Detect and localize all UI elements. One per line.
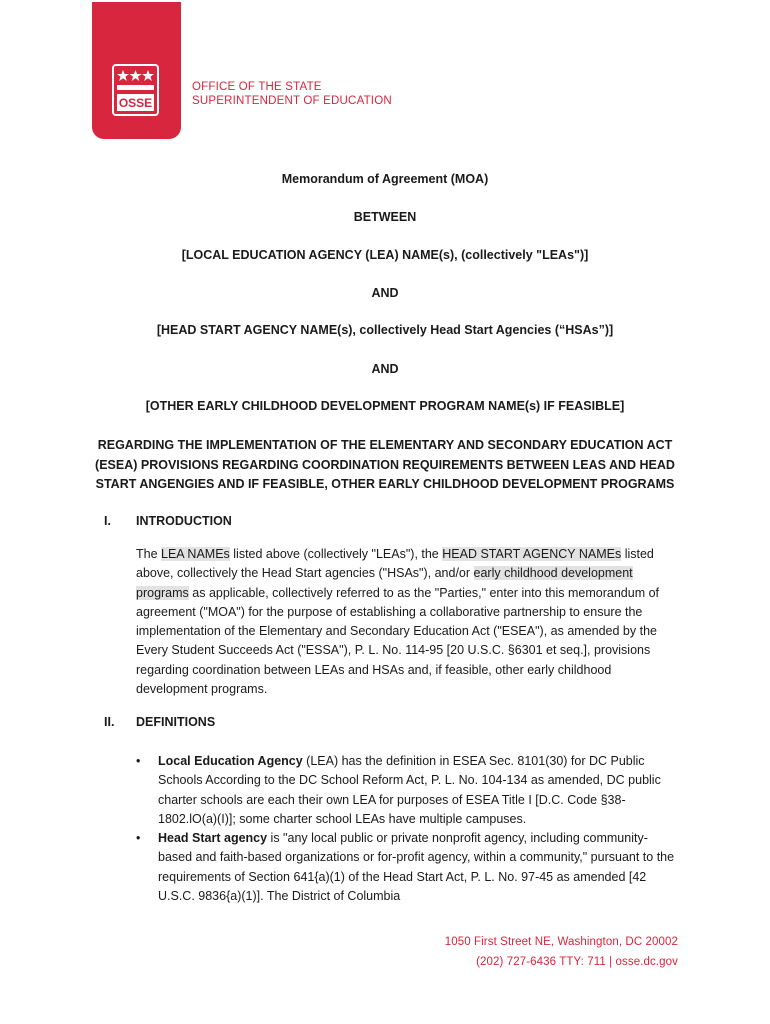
osse-logo [92, 2, 181, 139]
highlight-lea-names: LEA NAMEs [161, 547, 230, 561]
org-name-line1: OFFICE OF THE STATE [192, 81, 322, 93]
between-heading: BETWEEN [353, 210, 417, 224]
section-title-introduction: INTRODUCTION [136, 514, 232, 528]
regarding-heading: REGARDING THE IMPLEMENTATION OF THE ELEMENTARY AND SECONDARY EDUCATION ACT (ESEA) PROVISIONS REGARDING COORDINATION REQUIREMENTS BETWEEN LEAS AND HEAD START ANGENGIES AND IF FEASIBLE, OTHER EARLY CHILDHOOD DEVELOPMENT PROGRAMS [95, 438, 675, 491]
definition-term: Local Education Agency [158, 754, 303, 768]
list-item [136, 752, 676, 829]
lea-party-heading: [LOCAL EDUCATION AGENCY (LEA) NAME(s), (collectively "LEAs")] [181, 248, 589, 262]
definition-text: (LEA) has the definition in ESEA Sec. 8101(30) for DC Public Schools According to the DC School Reform Act, P. L. No. 104-134 as amended, DC public charter schools are each their own LEA for purposes of ESEA Title I [D.C. Code §38-1802.lO(a)(I)]; some charter school LEAs have multiple campuses. [158, 754, 661, 826]
section-number: II. [104, 715, 115, 729]
intro-text: as applicable, collectively referred to as the "Parties," enter into this memorandum of agreement ("MOA") for the purpose of establishing a collaborative partnership to ensure the implementation of the Elementary and Secondary Education Act ("ESEA"), as amended by the Every Student Succeeds Act ("ESSA"), P. L. No. 114-95 [20 U.S.C. §6301 et seq.], provisions regarding coordination between LEAs and HSAs and, if feasible, other early childhood development programs. [136, 585, 660, 697]
definition-text: is "any local public or private nonprofit agency, including community- based and faith-based organizations or for-profit agency, within a community," pursuant to the requirements of Section 641{a)(1) of the Head Start Act, P. L. No. 97-45 as amended [42 U.S.C. 9836{a)(1)]. The District of Columbia [158, 831, 675, 904]
intro-text: The [136, 547, 162, 561]
bullet-icon: • [136, 754, 141, 768]
org-name-line2: SUPERINTENDENT OF EDUCATION [192, 95, 392, 107]
intro-text: listed above (collectively "LEAs"), the [229, 547, 443, 561]
intro-text: listed above, collectively the Head Start agencies ("HSAs"), and/or [136, 547, 654, 581]
bullet-icon: • [136, 831, 141, 846]
section-number: I. [104, 514, 111, 528]
section-title-definitions: DEFINITIONS [136, 715, 216, 729]
org-name [192, 80, 392, 108]
introduction-paragraph [136, 545, 676, 699]
highlight-ecd-programs: early childhood development programs [136, 566, 633, 600]
and-heading-2: AND [371, 362, 399, 376]
definition-term: Head Start agency [158, 831, 268, 846]
other-party-heading: [OTHER EARLY CHILDHOOD DEVELOPMENT PROGRAM NAME(s) IF FEASIBLE] [145, 399, 625, 413]
highlight-hsa-names: HEAD START AGENCY NAMEs [442, 547, 622, 561]
list-item [136, 829, 676, 906]
dc-flag-icon [112, 64, 159, 116]
document-title: Memorandum of Agreement (MOA) [281, 172, 489, 186]
definitions-list [136, 752, 676, 906]
hsa-party-heading: [HEAD START AGENCY NAME(s), collectively Head Start Agencies (“HSAs”)] [156, 323, 614, 337]
footer-contact: (202) 727-6436 TTY: 711 | osse.dc.gov [476, 956, 678, 968]
logo-text: OSSE [118, 96, 153, 110]
and-heading-1: AND [371, 286, 399, 300]
footer-address: 1050 First Street NE, Washington, DC 20002 [444, 936, 678, 948]
